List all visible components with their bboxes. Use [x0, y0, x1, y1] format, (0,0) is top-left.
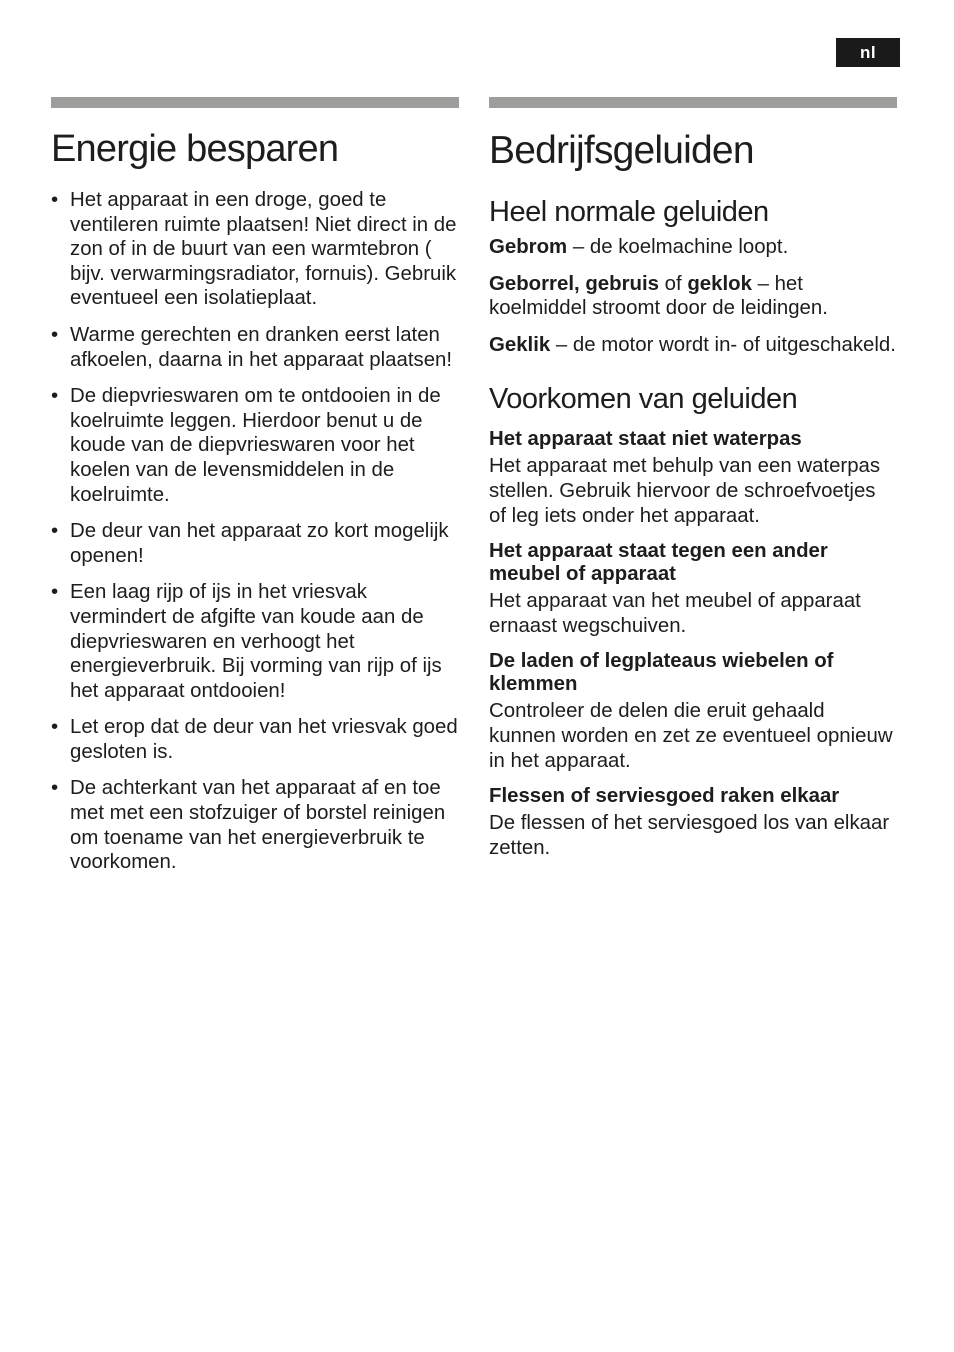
energy-tips-list	[51, 188, 459, 875]
problem-item	[489, 428, 897, 528]
noise-definition: Geklik – de motor wordt in- of uitgeschakeld.	[489, 333, 896, 356]
bullet-icon: •	[51, 385, 59, 408]
noise-definition: Geborrel, gebruis of geklok – het koelmiddel stroomt door de leidingen.	[489, 272, 828, 320]
problem-title: Flessen of serviesgoed raken elkaar	[489, 785, 840, 808]
subsection-heading-normal: Heel normale geluiden	[489, 196, 769, 228]
energy-saving-section	[51, 97, 459, 887]
bullet-icon: •	[51, 716, 59, 739]
bullet-icon: •	[51, 581, 59, 604]
problem-title: De laden of legplateaus wiebelen of klemmen	[489, 650, 834, 696]
list-item: • Het apparaat in een droge, goed te ventileren ruimte plaatsen! Niet direct in de zon of in de buurt van een warmtebron ( bijv. verwarmingsradiator, fornuis). Gebruik eventueel een isolatieplaat.	[51, 189, 457, 310]
problem-item	[489, 650, 897, 773]
subsection-heading-prevent: Voorkomen van geluiden	[489, 383, 798, 416]
problem-solution: Controleer de delen die eruit gehaald kunnen worden en zet ze eventueel opnieuw in het apparaat.	[489, 700, 893, 772]
problem-solution: Het apparaat met behulp van een waterpas stellen. Gebruik hiervoor de schroefvoetjes of leg iets onder het apparaat.	[489, 455, 881, 527]
section-title: Energie besparen	[51, 128, 339, 170]
section-rule	[489, 97, 897, 108]
list-item: • Een laag rijp of ijs in het vriesvak vermindert de afgifte van koude aan de diepvrieswaren en verhoogt het energieverbruik. Bij vorming van rijp of ijs het apparaat ontdooien!	[51, 581, 442, 702]
problem-item	[489, 785, 897, 860]
problem-title: Het apparaat staat niet waterpas	[489, 428, 802, 451]
list-item: • De diepvrieswaren om te ontdooien in de koelruimte leggen. Hierdoor benut u de koude van de diepvrieswaren voor het koelen van de levensmiddelen in de koelruimte.	[51, 385, 441, 506]
list-item: • Warme gerechten en dranken eerst laten afkoelen, daarna in het apparaat plaatsen!	[51, 323, 453, 371]
problem-title: Het apparaat staat tegen een ander meubel of apparaat	[489, 540, 828, 586]
bullet-icon: •	[51, 189, 59, 211]
list-item: • De deur van het apparaat zo kort mogelijk openen!	[51, 520, 449, 567]
problem-item	[489, 540, 897, 638]
list-item: • De achterkant van het apparaat af en toe met met een stofzuiger of borstel reinigen om toename van het energieverbruik te voorkomen.	[51, 777, 446, 874]
bullet-icon: •	[51, 323, 59, 346]
section-title: Bedrijfsgeluiden	[489, 129, 754, 172]
bullet-icon: •	[51, 777, 59, 800]
problem-solution: Het apparaat van het meubel of apparaat ernaast wegschuiven.	[489, 590, 861, 637]
list-item: • Let erop dat de deur van het vriesvak goed gesloten is.	[51, 716, 458, 763]
operating-noises-section	[489, 97, 897, 860]
noise-definition: Gebrom – de koelmachine loopt.	[489, 236, 789, 258]
language-tab: nl	[836, 38, 900, 67]
section-rule	[51, 97, 459, 108]
problem-solution: De flessen of het serviesgoed los van elkaar zetten.	[489, 812, 890, 859]
bullet-icon: •	[51, 520, 59, 543]
